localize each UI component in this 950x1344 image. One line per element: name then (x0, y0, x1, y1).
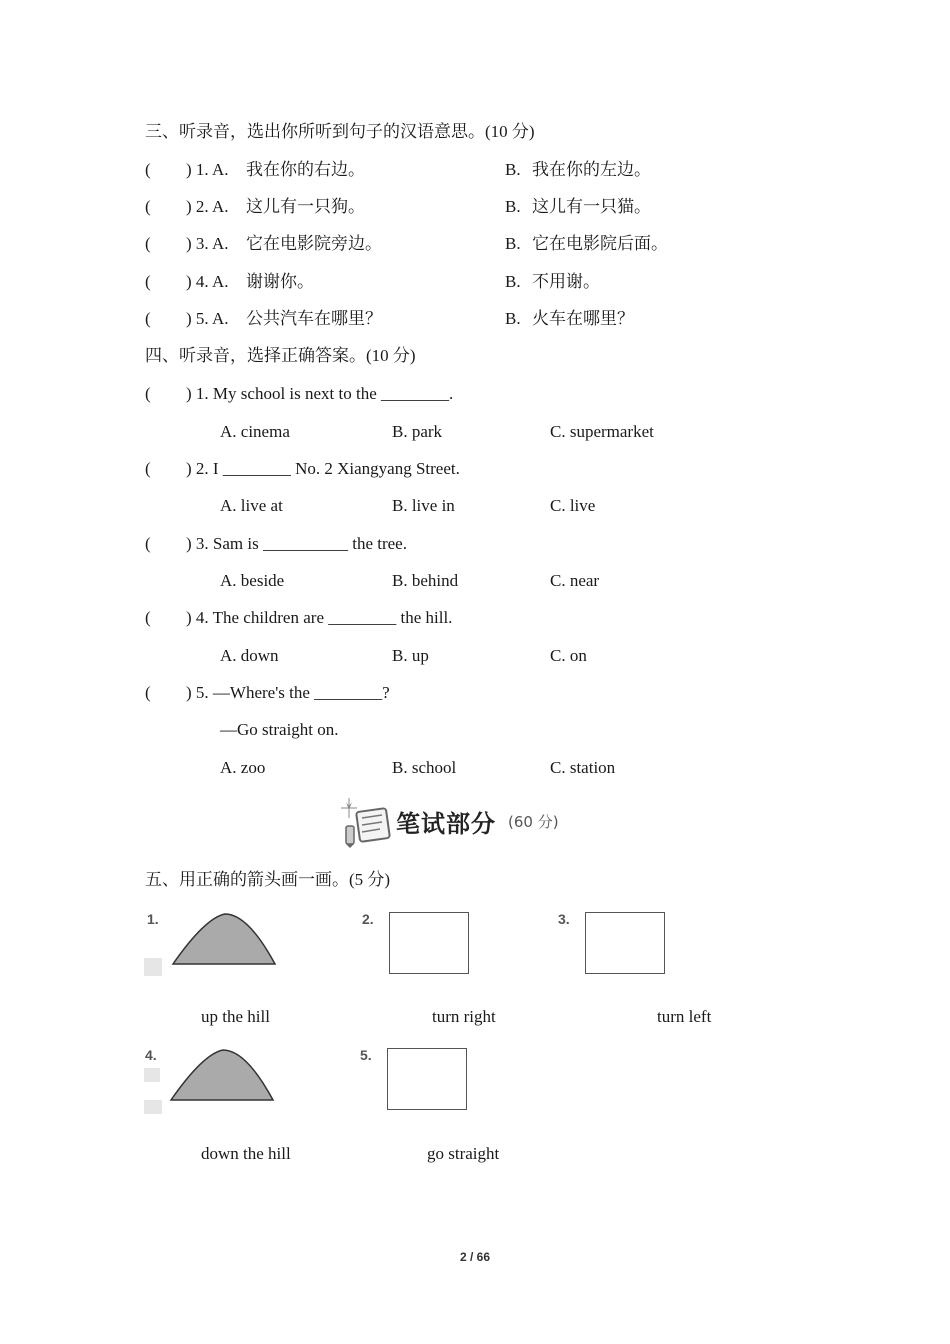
s4-q4-option-b: B. up (392, 646, 429, 665)
hill-shape-1[interactable] (170, 910, 280, 966)
s4-q3-option-b: B. behind (392, 571, 459, 590)
answer-paren[interactable]: ( (145, 272, 151, 291)
s3-q1-num: ) 1. A. (186, 160, 229, 179)
s3-q3-option-b: 它在电影院后面。 (532, 234, 668, 253)
s5-item5-num: 5. (360, 1047, 372, 1063)
s4-q3-option-a: A. beside (220, 571, 285, 590)
scan-smudge (144, 1068, 160, 1082)
s4-q1-option-b: B. park (392, 422, 443, 441)
s3-q3-num: ) 3. A. (186, 234, 229, 253)
s5-item2-num: 2. (362, 911, 374, 927)
s4-q4-question: ) 4. The children are ________ the hill. (186, 608, 453, 627)
s5-item2-caption: turn right (432, 1007, 496, 1026)
notebook-pencil-icon (340, 796, 400, 848)
written-part-score: (60 分) (508, 813, 559, 831)
answer-paren[interactable]: ( (145, 234, 151, 253)
s4-q4-option-c: C. on (550, 646, 587, 665)
s3-q4-option-a: 谢谢你。 (246, 272, 314, 291)
drawing-box-5[interactable] (387, 1048, 467, 1110)
section5-heading: 五、用正确的箭头画一画。(5 分) (145, 870, 391, 889)
s3-q1-b-label: B. (505, 160, 521, 179)
s5-item5-caption: go straight (427, 1144, 500, 1163)
s3-q5-option-b: 火车在哪里？ (532, 309, 634, 328)
answer-paren[interactable]: ( (145, 683, 151, 702)
s3-q1-option-b: 我在你的左边。 (532, 160, 651, 179)
answer-paren[interactable]: ( (145, 160, 151, 179)
s3-q4-num: ) 4. A. (186, 272, 229, 291)
s4-q3-option-c: C. near (550, 571, 600, 590)
s3-q2-num: ) 2. A. (186, 197, 229, 216)
s4-q2-option-a: A. live at (220, 496, 283, 515)
s3-q4-b-label: B. (505, 272, 521, 291)
scan-smudge (144, 1100, 162, 1114)
s3-q2-option-b: 这儿有一只猫。 (532, 197, 651, 216)
hill-shape-4[interactable] (168, 1046, 278, 1102)
drawing-box-3[interactable] (585, 912, 665, 974)
answer-paren[interactable]: ( (145, 197, 151, 216)
s4-q5-option-a: A. zoo (220, 758, 266, 777)
s5-item3-caption: turn left (657, 1007, 712, 1026)
page-number: 2 / 66 (459, 1250, 491, 1264)
section3-heading: 三、听录音，选出你所听到句子的汉语意思。(10 分) (145, 122, 535, 141)
s4-q3-question: ) 3. Sam is __________ the tree. (186, 534, 407, 553)
s5-item1-caption: up the hill (201, 1007, 270, 1026)
scan-smudge (144, 958, 162, 976)
s3-q5-option-a: 公共汽车在哪里？ (246, 309, 382, 328)
s3-q3-option-a: 它在电影院旁边。 (246, 234, 382, 253)
s5-item4-caption: down the hill (201, 1144, 291, 1163)
answer-paren[interactable]: ( (145, 534, 151, 553)
answer-paren[interactable]: ( (145, 459, 151, 478)
answer-paren[interactable]: ( (145, 608, 151, 627)
s3-q2-b-label: B. (505, 197, 521, 216)
s4-q4-option-a: A. down (220, 646, 279, 665)
s4-q2-question: ) 2. I ________ No. 2 Xiangyang Street. (186, 459, 460, 478)
s3-q4-option-b: 不用谢。 (532, 272, 600, 291)
s3-q2-option-a: 这儿有一只狗。 (246, 197, 365, 216)
s4-q2-option-b: B. live in (392, 496, 455, 515)
s4-q5-reply: —Go straight on. (220, 720, 339, 739)
s3-q1-option-a: 我在你的右边。 (246, 160, 365, 179)
answer-paren[interactable]: ( (145, 384, 151, 403)
s5-item3-num: 3. (558, 911, 570, 927)
s5-item4-num: 4. (145, 1047, 157, 1063)
s3-q5-b-label: B. (505, 309, 521, 328)
s4-q1-question: ) 1. My school is next to the ________. (186, 384, 454, 403)
s3-q3-b-label: B. (505, 234, 521, 253)
answer-paren[interactable]: ( (145, 309, 151, 328)
s5-item1-num: 1. (147, 911, 159, 927)
s4-q5-option-b: B. school (392, 758, 457, 777)
section4-heading: 四、听录音，选择正确答案。(10 分) (145, 346, 416, 365)
s4-q2-option-c: C. live (550, 496, 596, 515)
s3-q5-num: ) 5. A. (186, 309, 229, 328)
written-part-banner (340, 796, 590, 848)
written-part-title: 笔试部分 (396, 810, 496, 838)
s4-q1-option-c: C. supermarket (550, 422, 654, 441)
s4-q1-option-a: A. cinema (220, 422, 290, 441)
s4-q5-option-c: C. station (550, 758, 616, 777)
s4-q5-question: ) 5. —Where's the ________? (186, 683, 390, 702)
drawing-box-2[interactable] (389, 912, 469, 974)
